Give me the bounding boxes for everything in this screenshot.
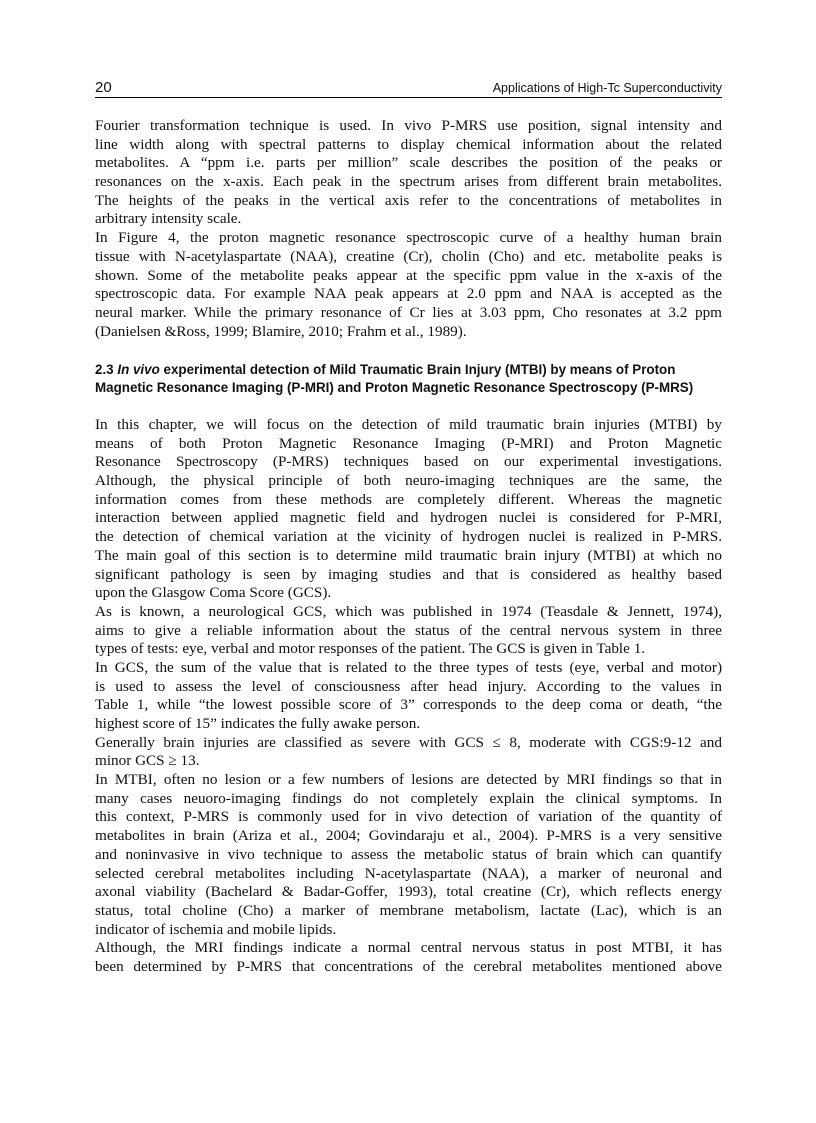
paragraph-line: shown. Some of the metabolite peaks appear at the specific ppm value in the x-axis of the xyxy=(95,266,722,284)
section-number: 2.3 xyxy=(95,362,114,377)
paragraph-line: indicator of ischemia and mobile lipids. xyxy=(95,920,337,938)
paragraph-line: As is known, a neurological GCS, which was published in 1974 (Teasdale & Jennett, 1974), xyxy=(95,602,722,620)
paragraph-line: axonal viability (Bachelard & Badar-Goffer, 1993), total creatine (Cr), which reflects energy xyxy=(95,883,722,901)
paragraph-line: spectroscopic data. For example NAA peak appears at 2.0 ppm and NAA is accepted as the xyxy=(95,285,722,303)
paragraph-line: metabolites in brain (Ariza et al., 2004; Govindaraju et al., 2004). P-MRS is a very sensitive xyxy=(95,827,722,845)
body-text-section xyxy=(95,416,722,977)
paragraph-line: aims to give a reliable information about the status of the central nervous system in three xyxy=(95,621,722,639)
paragraph-line: means of both Proton Magnetic Resonance Imaging (P-MRI) and Proton Magnetic xyxy=(95,434,722,452)
paragraph-line: significant pathology is seen by imaging studies and that is considered as healthy based xyxy=(95,565,722,583)
body-text-top xyxy=(95,117,722,341)
paragraph-line: many cases neuoro-imaging findings do not completely explain the clinical symptoms. In xyxy=(95,789,722,807)
paragraph-line: interaction between applied magnetic field and hydrogen nuclei is considered for P-MRI, xyxy=(95,509,722,527)
paragraph-line: metabolites. A “ppm i.e. parts per million” scale describes the position of the peaks or xyxy=(95,154,722,172)
section-heading xyxy=(95,361,722,397)
paragraph-line: Generally brain injuries are classified as severe with GCS ≤ 8, moderate with CGS:9-12 and xyxy=(95,733,722,751)
paragraph-line: In this chapter, we will focus on the detection of mild traumatic brain injuries (MTBI) by xyxy=(95,416,722,433)
paragraph-line: minor GCS ≥ 13. xyxy=(95,752,200,770)
paragraph-line: Although, the physical principle of both neuro-imaging techniques are the same, the xyxy=(95,472,722,490)
section-heading-italic: In vivo xyxy=(117,362,160,377)
page-header xyxy=(95,79,722,98)
running-title: Applications of High-Tc Superconductivity xyxy=(492,81,722,95)
paragraph-line: Although, the MRI findings indicate a normal central nervous status in post MTBI, it has xyxy=(95,939,722,957)
paragraph-line: upon the Glasgow Coma Score (GCS). xyxy=(95,584,332,602)
paragraph-line: The main goal of this section is to determine mild traumatic brain injury (MTBI) at which no xyxy=(95,546,722,564)
paragraph-line: selected cerebral metabolites including N-acetylaspartate (NAA), a marker of neuronal and xyxy=(95,864,722,882)
paragraph-line: status, total choline (Cho) a marker of membrane metabolism, lactate (Lac), which is an xyxy=(95,901,722,919)
paragraph-line: neural marker. While the primary resonance of Cr lies at 3.03 ppm, Cho resonates at 3.2 ppm xyxy=(95,303,722,321)
paragraph-line: resonances on the x-axis. Each peak in the spectrum arises from different brain metabolites. xyxy=(95,173,722,191)
paragraph-line: and noninvasive in vivo technique to assess the metabolic status of brain which can quantify xyxy=(95,845,722,863)
paragraph-line: been determined by P-MRS that concentrations of the cerebral metabolites mentioned above xyxy=(95,957,722,975)
paragraph-line: highest score of 15” indicates the fully awake person. xyxy=(95,715,421,732)
paragraph-line: Fourier transformation technique is used. In vivo P-MRS use position, signal intensity and xyxy=(95,117,722,134)
paragraph-line: In Figure 4, the proton magnetic resonance spectroscopic curve of a healthy human brain xyxy=(95,229,722,247)
paragraph-line: arbitrary intensity scale. xyxy=(95,210,242,228)
paragraph-line: information comes from these methods are completely different. Whereas the magnetic xyxy=(95,490,722,508)
paragraph-line: (Danielsen &Ross, 1999; Blamire, 2010; Frahm et al., 1989). xyxy=(95,322,467,340)
paragraph-line: Table 1, while “the lowest possible score of 3” corresponds to the deep coma or death, “the xyxy=(95,696,722,714)
paragraph-line: is used to assess the level of consciousness after head injury. According to the values in xyxy=(95,677,722,695)
paragraph-line: the detection of chemical variation at the vicinity of hydrogen nuclei is realized in P-MRS. xyxy=(95,528,722,546)
paragraph-line: In MTBI, often no lesion or a few numbers of lesions are detected by MRI findings so that in xyxy=(95,771,722,789)
page-number: 20 xyxy=(95,79,112,96)
paragraph-line: tissue with N-acetylaspartate (NAA), creatine (Cr), cholin (Cho) and etc. metabolite peaks is xyxy=(95,247,722,265)
paragraph-line: types of tests: eye, verbal and motor responses of the patient. The GCS is given in Table 1. xyxy=(95,640,646,658)
paragraph-line: this context, P-MRS is commonly used for in vivo detection of variation of the quantity of xyxy=(95,808,722,826)
paragraph-line: The heights of the peaks in the vertical axis refer to the concentrations of metabolites in xyxy=(95,191,722,209)
paragraph-line: line width along with spectral patterns to display chemical information about the related xyxy=(95,135,722,153)
section-heading-text: experimental detection of Mild Traumatic Brain Injury (MTBI) by means of Proton Magnetic Resonance Imaging (P-MRI) and Proton Magnetic Resonance Spectroscopy (P-MRS) xyxy=(95,362,694,395)
paragraph-line: In GCS, the sum of the value that is related to the three types of tests (eye, verbal and motor) xyxy=(95,658,722,676)
paragraph-line: Resonance Spectroscopy (P-MRS) techniques based on our experimental investigations. xyxy=(95,453,722,471)
